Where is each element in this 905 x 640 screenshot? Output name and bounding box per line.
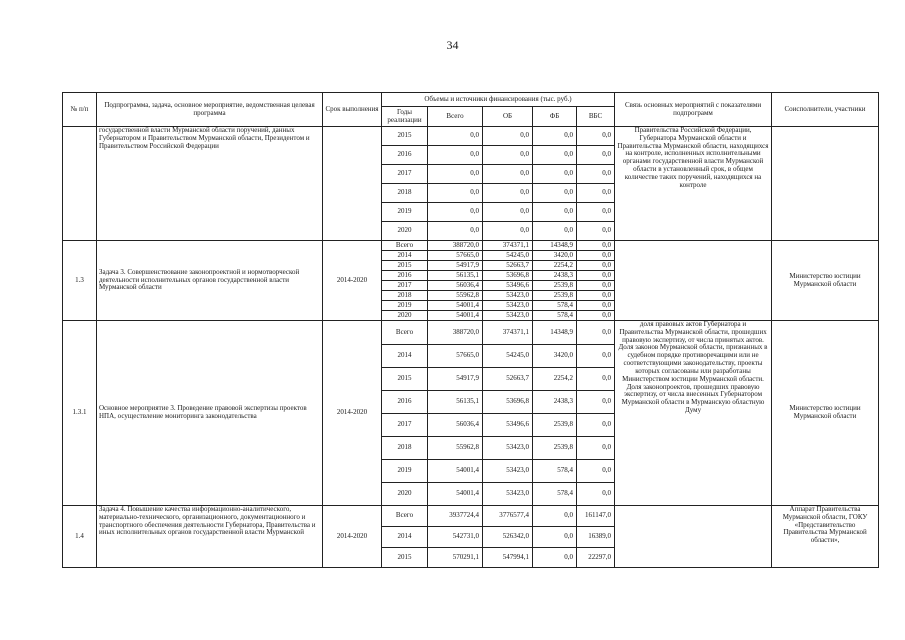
s4-term: 2014-2020 [323, 506, 382, 568]
s2-total: 56135,1 [428, 271, 483, 281]
s2-total: 57665,0 [428, 251, 483, 261]
s1-vbs: 0,0 [577, 222, 615, 241]
s1-total: 0,0 [428, 165, 483, 184]
s3-term: 2014-2020 [323, 321, 382, 506]
s3-vbs: 0,0 [577, 437, 615, 460]
s1-vbs: 0,0 [577, 127, 615, 146]
s3-vbs: 0,0 [577, 391, 615, 414]
s3-vbs: 0,0 [577, 368, 615, 391]
s1-ob: 0,0 [483, 222, 533, 241]
header-ob: ОБ [483, 107, 533, 127]
s2-fb: 14348,9 [533, 241, 577, 251]
s2-vbs: 0,0 [577, 261, 615, 271]
s3-vbs: 0,0 [577, 414, 615, 437]
s2-year: 2014 [382, 251, 428, 261]
s3-total: 54001,4 [428, 460, 483, 483]
s3-fb: 2438,3 [533, 391, 577, 414]
s3-ob: 52663,7 [483, 368, 533, 391]
s2-vbs: 0,0 [577, 291, 615, 301]
s3-ob: 53423,0 [483, 437, 533, 460]
s4-fb: 0,0 [533, 506, 577, 527]
s3-ob: 53496,6 [483, 414, 533, 437]
s3-fb: 2539,8 [533, 437, 577, 460]
s2-ob: 53423,0 [483, 301, 533, 311]
header-program: Подпрограмма, задача, основное мероприятие, ведомственная целевая программа [97, 93, 323, 127]
s3-total: 57665,0 [428, 345, 483, 368]
s3-num: 1.3.1 [63, 321, 97, 506]
s1-executors [772, 127, 879, 241]
s1-fb: 0,0 [533, 184, 577, 203]
s2-year: 2019 [382, 301, 428, 311]
s2-ob: 53696,8 [483, 271, 533, 281]
s3-vbs: 0,0 [577, 345, 615, 368]
s4-year: Всего [382, 506, 428, 527]
s3-ob: 54245,0 [483, 345, 533, 368]
s3-vbs: 0,0 [577, 460, 615, 483]
s2-total: 388720,0 [428, 241, 483, 251]
s3-text: Основное мероприятие 3. Проведение правовой экспертизы проектов НПА, осуществление мониторинга законодательства [97, 321, 323, 506]
s2-year: 2017 [382, 281, 428, 291]
s2-ob: 374371,1 [483, 241, 533, 251]
s2-ob: 54245,0 [483, 251, 533, 261]
s3-fb: 14348,9 [533, 321, 577, 345]
s2-vbs: 0,0 [577, 281, 615, 291]
s4-ob: 526342,0 [483, 527, 533, 548]
s1-vbs: 0,0 [577, 184, 615, 203]
s1-vbs: 0,0 [577, 165, 615, 184]
s2-vbs: 0,0 [577, 311, 615, 321]
s2-fb: 578,4 [533, 311, 577, 321]
s4-fb: 0,0 [533, 548, 577, 568]
s1-total: 0,0 [428, 127, 483, 146]
header-total: Всего [428, 107, 483, 127]
s2-vbs: 0,0 [577, 241, 615, 251]
s2-executors: Министерство юстиции Мурманской области [772, 241, 879, 321]
header-years: Годы реализации [382, 107, 428, 127]
s2-ob: 52663,7 [483, 261, 533, 271]
header-fb: ФБ [533, 107, 577, 127]
s2-year: 2016 [382, 271, 428, 281]
s4-total: 3937724,4 [428, 506, 483, 527]
s1-total: 0,0 [428, 184, 483, 203]
s2-total: 54001,4 [428, 301, 483, 311]
s2-year: Всего [382, 241, 428, 251]
s3-ob: 53696,8 [483, 391, 533, 414]
s3-total: 56135,1 [428, 391, 483, 414]
s4-total: 570291,1 [428, 548, 483, 568]
s3-year: 2020 [382, 483, 428, 506]
s3-total: 54917,9 [428, 368, 483, 391]
s2-link [615, 241, 772, 321]
header-term: Срок выполнения [323, 93, 382, 127]
s4-text: Задача 4. Повышение качества информационно-аналитического, материально-технического, организационного, документационного и транспортного обеспечения деятельности Губернатора, Правительства и иных исполнительных органов государственной власти Мурманской [97, 506, 323, 568]
s4-executors: Аппарат Правительства Мурманской области, ГОКУ «Представительство Правительства Мурманской области», [772, 506, 879, 568]
s2-total: 54001,4 [428, 311, 483, 321]
s1-fb: 0,0 [533, 127, 577, 146]
s4-vbs: 16389,0 [577, 527, 615, 548]
s2-total: 56036,4 [428, 281, 483, 291]
s3-total: 54001,4 [428, 483, 483, 506]
s3-fb: 578,4 [533, 460, 577, 483]
s1-year: 2017 [382, 165, 428, 184]
s3-fb: 578,4 [533, 483, 577, 506]
s2-fb: 578,4 [533, 301, 577, 311]
s2-year: 2018 [382, 291, 428, 301]
s3-vbs: 0,0 [577, 321, 615, 345]
s3-year: 2019 [382, 460, 428, 483]
s3-year: Всего [382, 321, 428, 345]
s1-total: 0,0 [428, 203, 483, 222]
s4-ob: 547994,1 [483, 548, 533, 568]
s3-total: 388720,0 [428, 321, 483, 345]
s1-total: 0,0 [428, 222, 483, 241]
s1-year: 2016 [382, 146, 428, 165]
s2-fb: 2254,2 [533, 261, 577, 271]
s2-year: 2020 [382, 311, 428, 321]
s3-year: 2014 [382, 345, 428, 368]
s3-ob: 53423,0 [483, 483, 533, 506]
s2-text: Задача 3. Совершенствование законопроектной и нормотворческой деятельности исполнительных органов государственной власти Мурманской области [97, 241, 323, 321]
s2-fb: 2539,8 [533, 281, 577, 291]
s4-vbs: 161147,0 [577, 506, 615, 527]
s1-ob: 0,0 [483, 165, 533, 184]
s3-vbs: 0,0 [577, 483, 615, 506]
s1-total: 0,0 [428, 146, 483, 165]
s3-ob: 374371,1 [483, 321, 533, 345]
s1-term [323, 127, 382, 241]
header-link: Связь основных мероприятий с показателями подпрограмм [615, 93, 772, 127]
s3-executors: Министерство юстиции Мурманской области [772, 321, 879, 506]
s2-vbs: 0,0 [577, 301, 615, 311]
s4-total: 542731,0 [428, 527, 483, 548]
s2-total: 55962,8 [428, 291, 483, 301]
s2-num: 1.3 [63, 241, 97, 321]
header-num: № п/п [63, 93, 97, 127]
s1-fb: 0,0 [533, 203, 577, 222]
s4-fb: 0,0 [533, 527, 577, 548]
header-executors: Соисполнители, участники [772, 93, 879, 127]
s3-year: 2015 [382, 368, 428, 391]
s2-term: 2014-2020 [323, 241, 382, 321]
s2-ob: 53423,0 [483, 291, 533, 301]
s3-year: 2016 [382, 391, 428, 414]
financing-table [62, 92, 879, 568]
s3-total: 55962,8 [428, 437, 483, 460]
s1-vbs: 0,0 [577, 203, 615, 222]
s1-link: Правительства Российской Федерации, Губернатора Мурманской области и Правительства Мурманской области, находящихся на контроле, исполненных исполнительными органами государственной власти Мурманской области в установленный срок, в общем количестве таких поручений, находящихся на контроле [615, 127, 772, 241]
s2-ob: 53496,6 [483, 281, 533, 291]
s2-fb: 3420,0 [533, 251, 577, 261]
header-vbs: ВБС [577, 107, 615, 127]
s3-ob: 53423,0 [483, 460, 533, 483]
s1-year: 2019 [382, 203, 428, 222]
s1-year: 2020 [382, 222, 428, 241]
s3-year: 2017 [382, 414, 428, 437]
header-finance: Объемы и источники финансирования (тыс. руб.) [382, 93, 615, 107]
s1-ob: 0,0 [483, 146, 533, 165]
s2-total: 54917,9 [428, 261, 483, 271]
s1-fb: 0,0 [533, 222, 577, 241]
s3-link: доля правовых актов Губернатора и Правительства Мурманской области, прошедших правовую экспертизу, от числа принятых актов. Доля законов Мурманской области, признанных в судебном порядке противоречащими или не соответствующими законодательству, проекты которых согласованы или разработаны Министерством юстиции Мурманской области. Доля законопроектов, прошедших правовую экспертизу, от числа внесенных Губернатором Мурманской области в Мурманскую областную Думу [615, 321, 772, 506]
s1-vbs: 0,0 [577, 146, 615, 165]
s3-fb: 2254,2 [533, 368, 577, 391]
s1-ob: 0,0 [483, 203, 533, 222]
s1-num [63, 127, 97, 241]
s3-fb: 2539,8 [533, 414, 577, 437]
s4-year: 2015 [382, 548, 428, 568]
s1-fb: 0,0 [533, 165, 577, 184]
s4-link [615, 506, 772, 568]
s1-fb: 0,0 [533, 146, 577, 165]
s2-year: 2015 [382, 261, 428, 271]
s1-year: 2015 [382, 127, 428, 146]
s1-ob: 0,0 [483, 184, 533, 203]
s2-fb: 2539,8 [533, 291, 577, 301]
s2-vbs: 0,0 [577, 251, 615, 261]
s4-num: 1.4 [63, 506, 97, 568]
s2-ob: 53423,0 [483, 311, 533, 321]
page-number: 34 [446, 38, 459, 52]
s1-year: 2018 [382, 184, 428, 203]
s4-year: 2014 [382, 527, 428, 548]
s1-ob: 0,0 [483, 127, 533, 146]
s2-vbs: 0,0 [577, 271, 615, 281]
s3-total: 56036,4 [428, 414, 483, 437]
s2-fb: 2438,3 [533, 271, 577, 281]
s1-text: государственной власти Мурманской области поручений, данных Губернатором и Правительством Мурманской области, Президентом и Правительством Российской Федерации [97, 127, 323, 241]
s4-vbs: 22297,0 [577, 548, 615, 568]
s3-fb: 3420,0 [533, 345, 577, 368]
s3-year: 2018 [382, 437, 428, 460]
s4-ob: 3776577,4 [483, 506, 533, 527]
